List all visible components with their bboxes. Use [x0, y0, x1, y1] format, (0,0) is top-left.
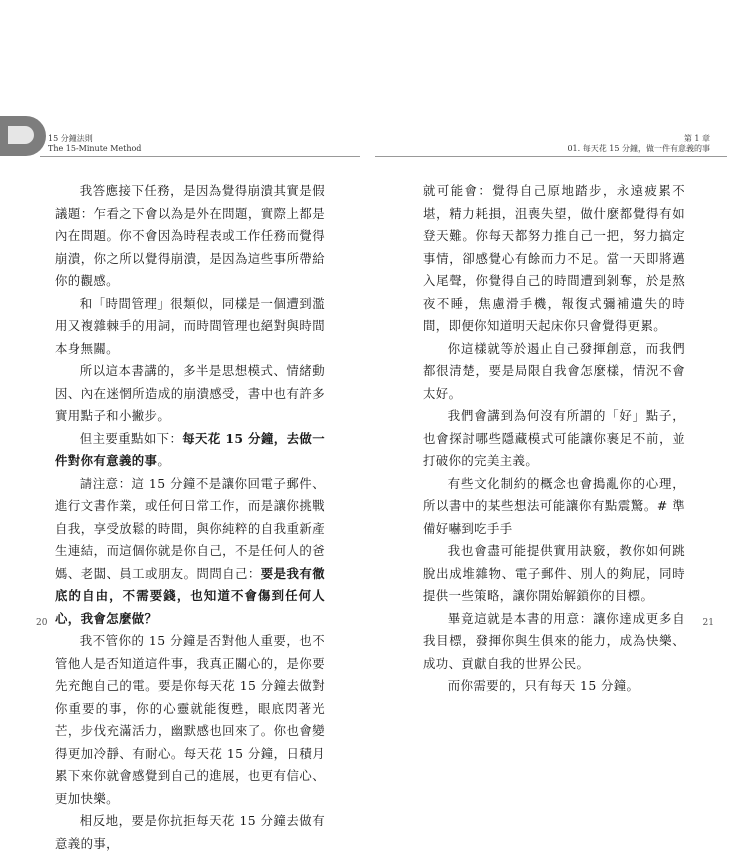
note-text: 請注意：這 15 分鐘不是讓你回電子郵件、進行文書作業，或任何日常工作，而是讓你挑戰自我，享受放鬆的時間，與你純粹的自我重新產生連結，而這個你就是你自己，不是任何人的爸媽、老闆、員工或朋友。問問自己： — [55, 475, 325, 581]
chapter-label: 第 1 章 — [683, 134, 710, 143]
book-title: 15 分鐘法則 — [48, 134, 93, 143]
book-title-en: The 15-Minute Method — [48, 144, 142, 153]
right-paragraph-5: 我也會盡可能提供實用訣竅，教你如何跳脫出成堆雜物、電子郵件、別人的夠屁，同時提供一些策略，讓你開始解鎖你的目標。 — [423, 543, 685, 603]
left-page — [0, 0, 375, 851]
left-body-text — [55, 180, 325, 855]
right-paragraph-4: 有些文化制約的概念也會搗亂你的心理，所以書中的某些想法可能讓你有點震驚。# 準備好嚇到吃手手 — [423, 475, 685, 536]
right-paragraph-3: 我們會講到為何沒有所謂的「好」點子，也會探討哪些隱藏模式可能讓你裹足不前，並打破你的完美主義。 — [423, 408, 685, 468]
left-paragraph-focus — [55, 428, 325, 473]
left-paragraph-2: 和「時間管理」很類似，同樣是一個遭到濫用又複雜棘手的用詞，而時間管理也絕對與時間本身無關。 — [55, 295, 325, 356]
header-rule-left — [40, 156, 360, 157]
page-number-right: 21 — [702, 618, 714, 628]
focus-end: 。 — [157, 453, 171, 468]
right-paragraph-2: 你這樣就等於遏止自己發揮創意，而我們都很清楚，要是局限自我會怎麼樣，情況不會太好。 — [423, 340, 685, 401]
chapter-tab-inner — [8, 126, 34, 144]
right-paragraph-7: 而你需要的，只有每天 15 分鐘。 — [447, 678, 640, 693]
running-header-left — [48, 134, 141, 154]
page-number-left: 20 — [36, 618, 48, 628]
left-paragraph-3: 所以這本書講的，多半是思想模式、情緒動因、內在迷惘所造成的崩潰感受，書中也有許多實用點子和小撇步。 — [55, 363, 325, 423]
left-paragraph-1: 我答應接下任務，是因為覺得崩潰其實是假議題：乍看之下會以為是外在問題，實際上都是內在問題。你不會因為時程表或工作任務而覺得崩潰，你之所以覺得崩潰，是因為這些事所帶給你的觀感。 — [55, 183, 325, 288]
chapter-tab-decoration — [0, 116, 46, 156]
section-title: 01. 每天花 15 分鐘，做一件有意義的事 — [567, 144, 710, 153]
focus-bold-statement: 每天花 15 分鐘，去做一件對你有意義的事 — [55, 430, 325, 468]
left-paragraph-6: 我不管你的 15 分鐘是否對他人重要，也不管他人是否知道這件事，我真正關心的，是你要先充飽自己的電。要是你每天花 15 分鐘去做對你重要的事，你的心靈就能復甦，眼底閃著光芒，步伐充滿活力，幽默感也回來了。你也會變得更加冷靜、有耐心。每天花 15 分鐘，日積月累下來你就會感覺到自己的進展，也更有信心、更加快樂。 — [55, 633, 325, 806]
focus-prefix: 但主要重點如下： — [79, 430, 183, 446]
right-page — [375, 0, 750, 750]
header-rule-right — [375, 156, 727, 157]
left-paragraph-7: 相反地，要是你抗拒每天花 15 分鐘去做有意義的事， — [55, 813, 325, 851]
right-body-text — [423, 180, 685, 698]
right-paragraph-6: 畢竟這就是本書的用意：讓你達成更多自我目標，發揮你與生俱來的能力，成為快樂、成功、貢獻自我的世界公民。 — [423, 610, 685, 671]
running-header-right — [567, 134, 710, 154]
right-paragraph-1: 就可能會：覺得自己原地踏步，永遠疲累不堪，精力耗損，沮喪失望，做什麼都覺得有如登天難。你每天都努力推自己一把，努力搞定事情，卻感覺心有餘而力不足。當一天即將邁入尾聲，你覺得自己的時間遭到剝奪，於是熬夜不睡，焦慮滑手機，報復式彌補遺失的時間，即便你知道明天起床你只會覺得更累。 — [423, 183, 685, 333]
left-paragraph-note — [55, 473, 325, 631]
note-bold-question: 要是我有徹底的自由，不需要錢，也知道不會傷到任何人心，我會怎麼做？ — [55, 565, 325, 626]
